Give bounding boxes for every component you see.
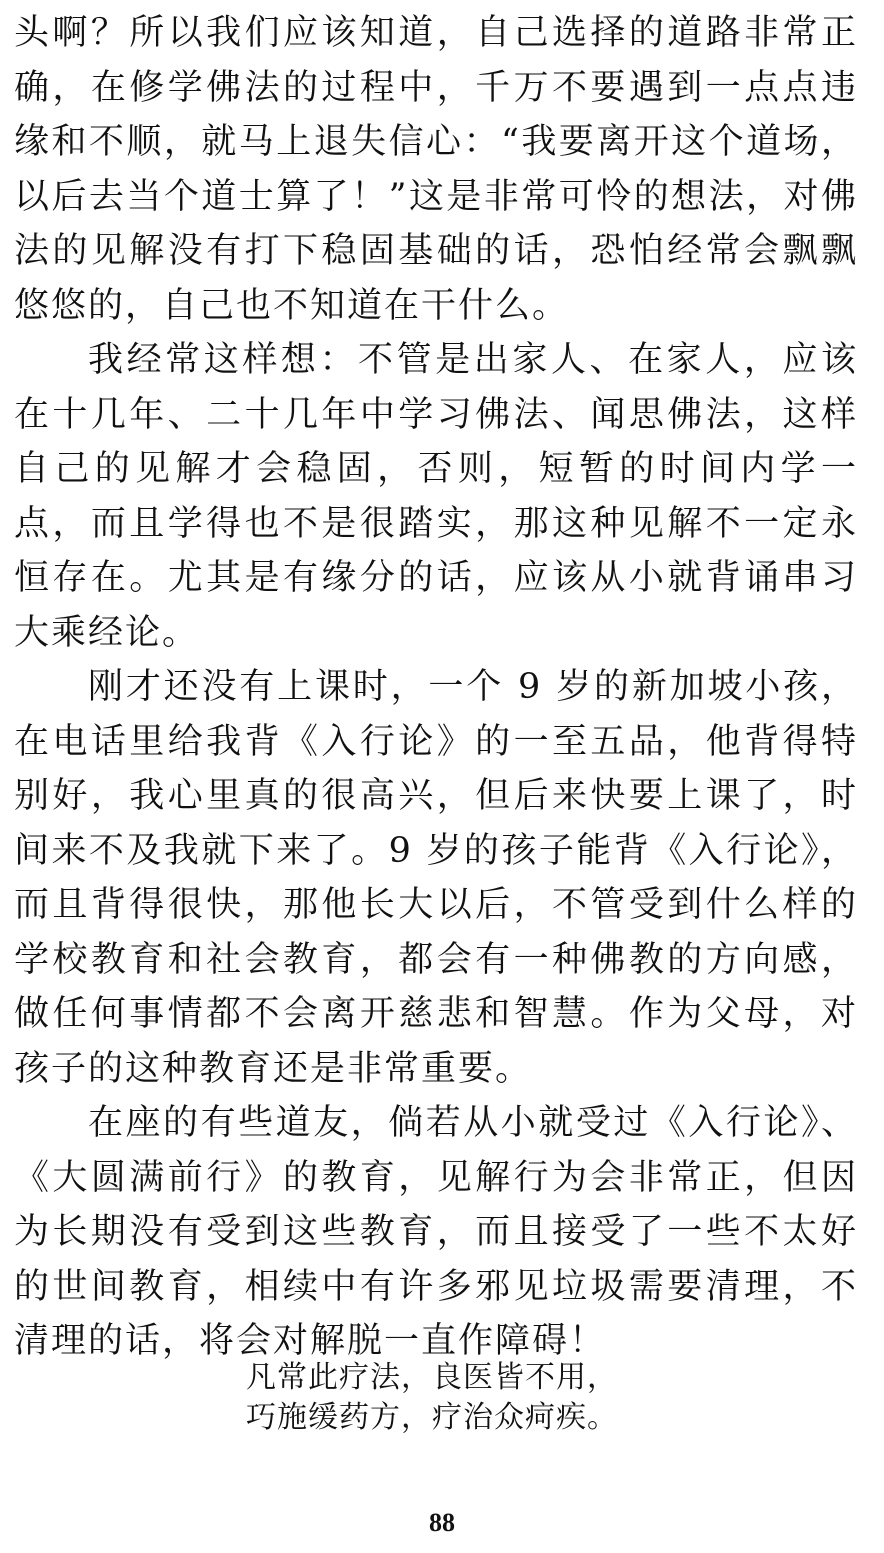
- verse-quote: [246, 1358, 666, 1438]
- body-text: [14, 6, 858, 1369]
- paragraph-continued: 头啊？所以我们应该知道，自己选择的道路非常正确，在修学佛法的过程中，千万不要遇到一点点违缘和不顺，就马上退失信心：“我要离开这个道场，以后去当个道士算了！”这是非常可怜的想法，对佛法的见解没有打下稳固基础的话，恐怕经常会飘飘悠悠的，自己也不知道在干什么。: [14, 13, 858, 326]
- paragraph: 在座的有些道友，倘若从小就受过《入行论》、《大圆满前行》的教育，见解行为会非常正，但因为长期没有受到这些教育，而且接受了一些不太好的世间教育，相续中有许多邪见垃圾需要清理，不清理的话，将会对解脱一直作障碍！: [14, 1103, 858, 1361]
- verse-line: 巧施缓药方，疗治众疴疾。: [246, 1400, 618, 1435]
- paragraph: 我经常这样想：不管是出家人、在家人，应该在十几年、二十几年中学习佛法、闻思佛法，这样自己的见解才会稳固，否则，短暂的时间内学一点，而且学得也不是很踏实，那这种见解不一定永恒存在。尤其是有缘分的话，应该从小就背诵串习大乘经论。: [14, 340, 858, 653]
- paragraph: 刚才还没有上课时，一个 9 岁的新加坡小孩，在电话里给我背《入行论》的一至五品，他背得特别好，我心里真的很高兴，但后来快要上课了，时间来不及我就下来了。9 岁的孩子能背《入行论》，而且背得很快，那他长大以后，不管受到什么样的学校教育和社会教育，都会有一种佛教的方向感，做任何事情都不会离开慈悲和智慧。作为父母，对孩子的这种教育还是非常重要。: [14, 667, 858, 1089]
- verse-line: 凡常此疗法，良医皆不用，: [246, 1360, 618, 1395]
- page-number: 88: [429, 1508, 455, 1537]
